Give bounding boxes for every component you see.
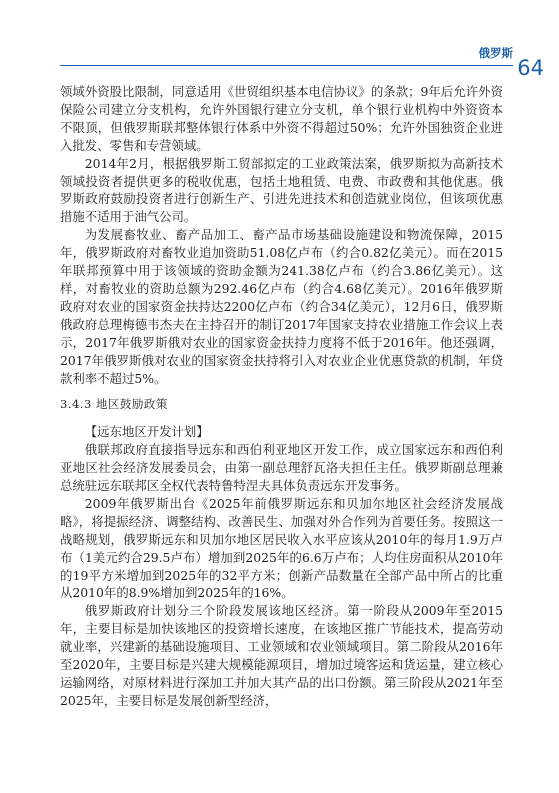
paragraph: 2009年俄罗斯出台《2025年前俄罗斯远东和贝加尔地区社会经济发展战略》，将提振经济、调整结构、改善民生、加强对外合作列为首要任务。按照这一战略规划，俄罗斯远东和贝加尔地区居民收入水平应该从2010年的每月1.9万卢布（1美元约合29.5卢布）增加到2025年的6.6万卢布；人均住房面积从2010年的19平方米增加到2025年的32平方米；创新产品数量在全部产品中所占的比重从2010年的8.9%增加到2025年的16%。 xyxy=(60,495,503,601)
paragraph: 为发展畜牧业、畜产品加工、畜产品市场基础设施建设和物流保障，2015年，俄罗斯政府对畜牧业追加资助51.08亿卢布（约合0.82亿美元）。而在2015年联邦预算中用于该领域的资助金额为241.38亿卢布（约合3.86亿美元）。这样，对畜牧业的资助总额为292.46亿卢布（约合4.68亿美元）。2016年俄罗斯政府对农业的国家资金扶持达2200亿卢布（约合34亿美元），12月6日，俄罗斯俄政府总理梅德韦杰夫在主持召开的制订2017年国家支持农业措施工作会议上表示，2017年俄罗斯俄对农业的国家资金扶持力度将不低于2016年。他还强调，2017年俄罗斯俄对农业的国家资金扶持将引入对农业企业优惠贷款的机制，年贷款利率不超过5%。 xyxy=(60,227,503,386)
chapter-label: 俄罗斯 xyxy=(478,46,513,60)
subheading: 【远东地区开发计划】 xyxy=(84,424,209,440)
paragraph: 领域外资股比限制，同意适用《世贸组织基本电信协议》的条款；9年后允许外资保险公司建立分支机构，允许外国银行建立分支机，单个银行业机构中外资资本不限顶，但俄罗斯联邦整体银行体系中外资不得超过50%；允许外国独资企业进入批发、零售和专营领域。 xyxy=(60,84,503,153)
paragraph: 2014年2月，根据俄罗斯工贸部拟定的工业政策法案，俄罗斯拟为高新技术领域投资者提供更多的税收优惠，包括土地租赁、电费、市政费和其他优惠。俄罗斯政府鼓励投资者进行创新生产、引进先进技术和创造就业岗位，但该项优惠措施不适用于油气公司。 xyxy=(60,155,503,225)
header-rule xyxy=(60,65,513,66)
page-header xyxy=(0,42,559,82)
section-title: 3.4.3 地区鼓励政策 xyxy=(60,397,168,412)
paragraph: 俄罗斯政府计划分三个阶段发展该地区经济。第一阶段从2009年至2015年，主要目标是加快该地区的投资增长速度，在该地区推广节能技术，提高劳动就业率，兴建新的基础设施项目、工业领域和农业领域项目。第二阶段从2016年至2020年，主要目标是兴建大规模能源项目，增加过境客运和货运量，建立核心运输网络，对原材料进行深加工并加大其产品的出口份额。第三阶段从2021年至2025年，主要目标是发展创新型经济， xyxy=(60,603,503,708)
page-number: 64 xyxy=(517,56,544,80)
body-text xyxy=(60,83,503,710)
paragraph: 俄联邦政府直接指导远东和西伯利亚地区开发工作，成立国家远东和西伯利亚地区社会经济发展委员会，由第一副总理舒瓦洛夫担任主任。俄罗斯副总理兼总统驻远东联邦区全权代表特鲁特涅夫具体负责远东开发事务。 xyxy=(60,442,503,494)
